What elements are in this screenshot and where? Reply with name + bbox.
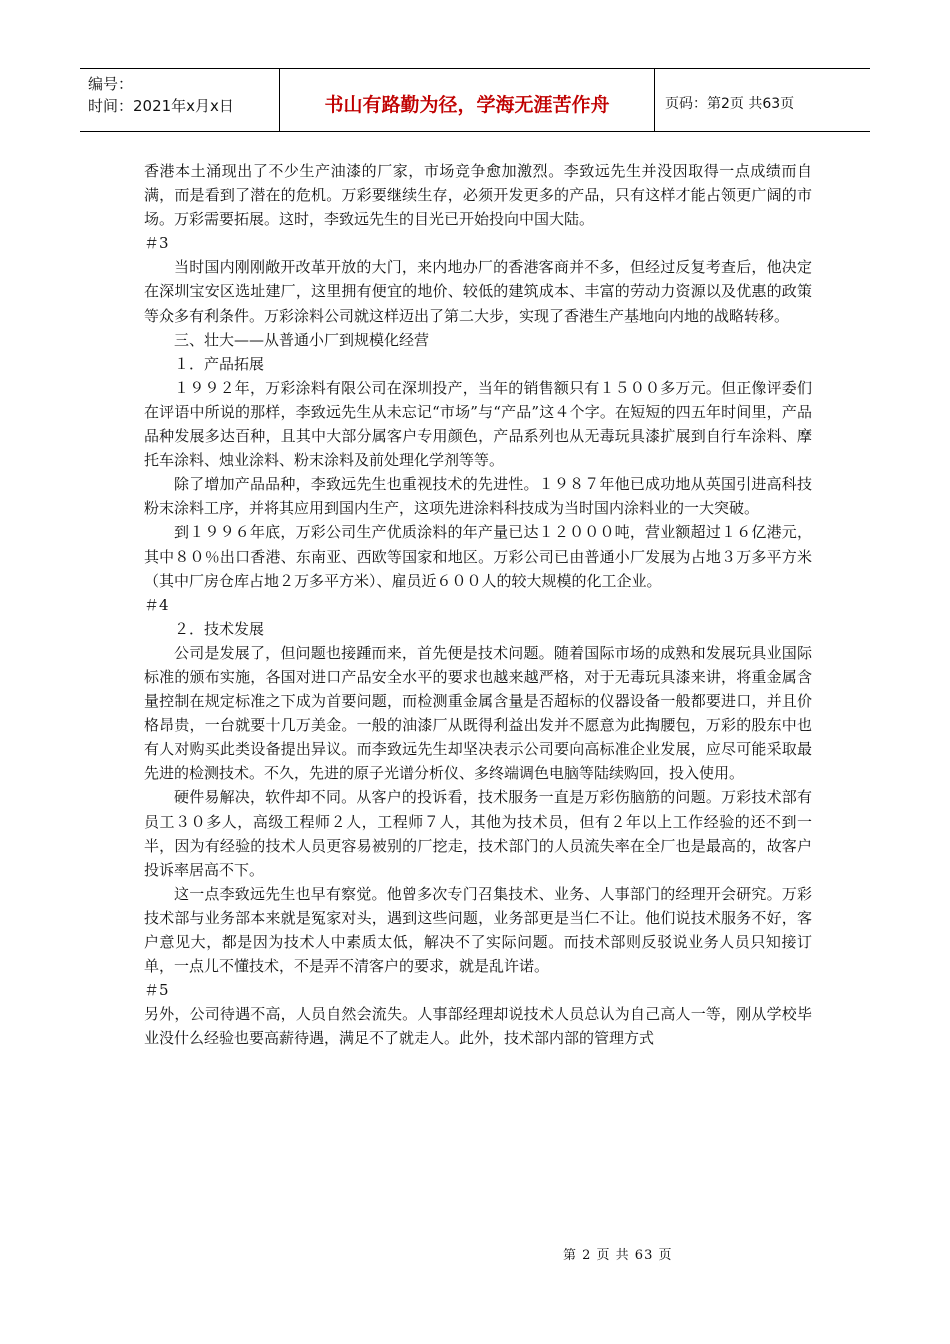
paragraph: 这一点李致远先生也早有察觉。他曾多次专门召集技术、业务、人事部门的经理开会研究。万彩技术部与业务部本来就是冤家对头，遇到这些问题，业务部更是当仁不让。他们说技术服务不好，客户意见大，都是因为技术人中素质太低，解决不了实际问题。而技术部则反驳说业务人员只知接订单，一点儿不懂技术，不是弄不清客户的要求，就是乱许诺。 xyxy=(144,884,812,976)
header-meta xyxy=(80,69,280,131)
section-marker: ＃3 xyxy=(144,234,169,253)
paragraph: 除了增加产品品种，李致远先生也重视技术的先进性。１９８７年他已成功地从英国引进高科技粉末涂料工序，并将其应用到国内生产，这项先进涂料科技成为当时国内涂料业的一大突破。 xyxy=(144,475,812,518)
paragraph: 另外，公司待遇不高，人员自然会流失。人事部经理却说技术人员总认为自己高人一等，刚从学校毕业没什么经验也要高薪待遇，满足不了就走人。此外，技术部内部的管理方式 xyxy=(144,1005,812,1048)
paragraph: ２．技术发展 xyxy=(174,619,265,638)
paragraph: 当时国内刚刚敞开改革开放的大门，来内地办厂的香港客商并不多，但经过反复考查后，他决定在深圳宝安区选址建厂，这里拥有便宜的地价、较低的建筑成本、丰富的劳动力资源以及优惠的政策等众多有利条件。万彩涂料公司就这样迈出了第二大步，实现了香港生产基地向内地的战略转移。 xyxy=(144,258,812,325)
paragraph: 硬件易解决，软件却不同。从客户的投诉看，技术服务一直是万彩伤脑筋的问题。万彩技术部有员工３０多人，高级工程师２人，工程师７人，其他为技术员，但有２年以上工作经验的还不到一半，因为有经验的技术人员更容易被别的厂挖走，技术部门的人员流失率在全厂也是最高的，故客户投诉率居高不下。 xyxy=(144,788,812,879)
paragraph: １．产品拓展 xyxy=(174,354,265,373)
header-page-code: 页码：第2页 共63页 xyxy=(665,96,795,112)
page-header xyxy=(80,68,870,132)
paragraph: 三、壮大——从普通小厂到规模化经营 xyxy=(174,330,430,349)
section-marker: ＃5 xyxy=(144,981,169,1000)
paragraph: 到１９９６年底，万彩公司生产优质涂料的年产量已达１２０００吨，营业额超过１６亿港元，其中８０％出口香港、东南亚、西欧等国家和地区。万彩公司已由普通小厂发展为占地３万多平方米（其中厂房仓库占地２万多平方米）、雇员近６００人的较大规模的化工企业。 xyxy=(144,523,812,590)
number-label: 编号： xyxy=(88,75,134,93)
footer-page-number: 第 2 页 共 63 页 xyxy=(563,1248,673,1263)
paragraph: 香港本土涌现出了不少生产油漆的厂家，市场竞争愈加激烈。李致远先生并没因取得一点成绩而自满，而是看到了潜在的危机。万彩要继续生存，必须开发更多的产品，只有这样才能占领更广阔的市场。万彩需要拓展。这时，李致远先生的目光已开始投向中国大陆。 xyxy=(144,162,812,229)
paragraph: １９９２年，万彩涂料有限公司在深圳投产，当年的销售额只有１５００多万元。但正像评委们在评语中所说的那样，李致远先生从未忘记“市场”与“产品”这４个字。在短短的四五年时间里，产品品种发展多达百种，且其中大部分属客户专用颜色，产品系列也从无毒玩具漆扩展到自行车涂料、摩托车涂料、烛业涂料、粉末涂料及前处理化学剂等等。 xyxy=(144,378,812,470)
section-marker: ＃4 xyxy=(144,595,169,614)
header-motto: 书山有路勤为径，学海无涯苦作舟 xyxy=(280,69,655,131)
paragraph: 公司是发展了，但问题也接踵而来，首先便是技术问题。随着国际市场的成熟和发展玩具业国际标准的颁布实施，各国对进口产品安全水平的要求也越来越严格，对于无毒玩具漆来讲，将重金属含量控制在规定标准之下成为首要问题，而检测重金属含量是否超标的仪器设备一般都要进口，并且价格昂贵，一台就要十几万美金。一般的油漆厂从既得利益出发并不愿意为此掏腰包，万彩的股东中也有人对购买此类设备提出异议。而李致远先生却坚决表示公司要向高标准企业发展，应尽可能采取最先进的检测技术。不久，先进的原子光谱分析仪、多终端调色电脑等陆续购回，投入使用。 xyxy=(144,643,812,783)
document-body xyxy=(144,159,812,1050)
date-label: 时间：2021年x月x日 xyxy=(88,97,234,115)
